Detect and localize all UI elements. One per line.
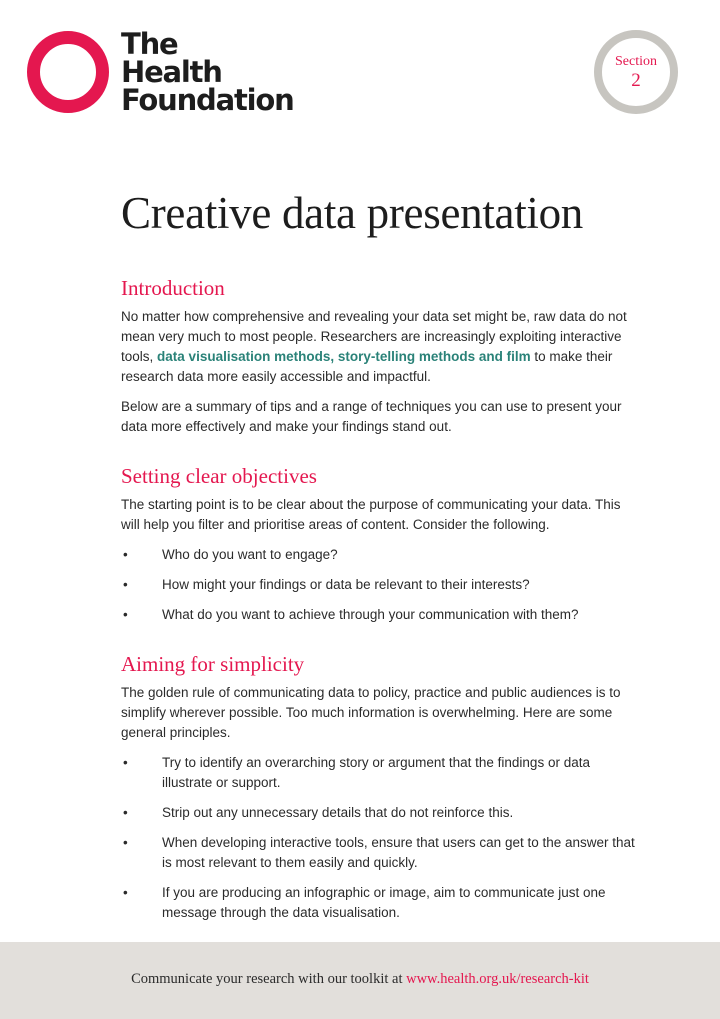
bullet: • (123, 547, 128, 562)
list-item (121, 605, 641, 625)
introduction-text-before: No matter how comprehensive and revealing your data set might be, raw data do not mean very much to most people. Researchers are increasingly exploiting interactive tools, (121, 309, 627, 364)
footer-bar (0, 942, 720, 1019)
list-item-text: When developing interactive tools, ensure that users can get to the answer that is most relevant to them easily and quickly. (162, 835, 635, 870)
list-item (121, 753, 641, 793)
section-label: Section (615, 54, 657, 69)
bullet: • (123, 755, 128, 770)
list-item (121, 803, 641, 823)
list-item (121, 883, 641, 923)
logo-line-1: The (121, 27, 178, 61)
list-item (121, 833, 641, 873)
bullet: • (123, 835, 128, 850)
list-item-text: Try to identify an overarching story or argument that the findings or data illustrate or support. (162, 755, 590, 790)
list-item (121, 545, 641, 565)
objectives-heading: Setting clear objectives (121, 464, 317, 488)
introduction-text-after: to make their research data more easily accessible and impactful. (121, 349, 613, 384)
list-item-text: If you are producing an infographic or image, aim to communicate just one message through the data visualisation. (162, 885, 606, 920)
logo-ring-icon (27, 31, 109, 113)
objectives-intro: The starting point is to be clear about the purpose of communicating your data. This will help you filter and prioritise areas of content. Consider the following. (121, 497, 621, 532)
bullet: • (123, 607, 128, 622)
logo-line-2: Health (121, 55, 222, 89)
section-number: 2 (631, 70, 641, 91)
objectives-list (121, 545, 641, 625)
visualisation-methods-link[interactable]: data visualisation methods, story-telling methods and film (157, 349, 531, 364)
list-item-text: How might your findings or data be relevant to their interests? (162, 577, 530, 592)
logo-wordmark (121, 27, 294, 117)
simplicity-heading: Aiming for simplicity (121, 652, 305, 676)
bullet: • (123, 805, 128, 820)
bullet: • (123, 577, 128, 592)
bullet: • (123, 885, 128, 900)
footer-text: Communicate your research with our toolkit at (131, 971, 403, 987)
main-content (121, 274, 641, 923)
list-item (121, 575, 641, 595)
research-kit-link[interactable]: www.health.org.uk/research-kit (406, 971, 589, 987)
introduction-heading: Introduction (121, 276, 225, 300)
list-item-text: Strip out any unnecessary details that do not reinforce this. (162, 805, 514, 820)
list-item-text: What do you want to achieve through your communication with them? (162, 607, 579, 622)
introduction-paragraph-1 (121, 307, 641, 387)
simplicity-list (121, 753, 641, 923)
simplicity-intro: The golden rule of communicating data to policy, practice and public audiences is to simplify wherever possible. Too much information is overwhelming. Here are some general principles. (121, 685, 621, 740)
logo-line-3: Foundation (121, 83, 294, 117)
introduction-paragraph-2: Below are a summary of tips and a range of techniques you can use to present your data more effectively and make your findings stand out. (121, 399, 622, 434)
page-title: Creative data presentation (121, 188, 583, 238)
section-badge (594, 30, 678, 114)
list-item-text: Who do you want to engage? (162, 547, 338, 562)
